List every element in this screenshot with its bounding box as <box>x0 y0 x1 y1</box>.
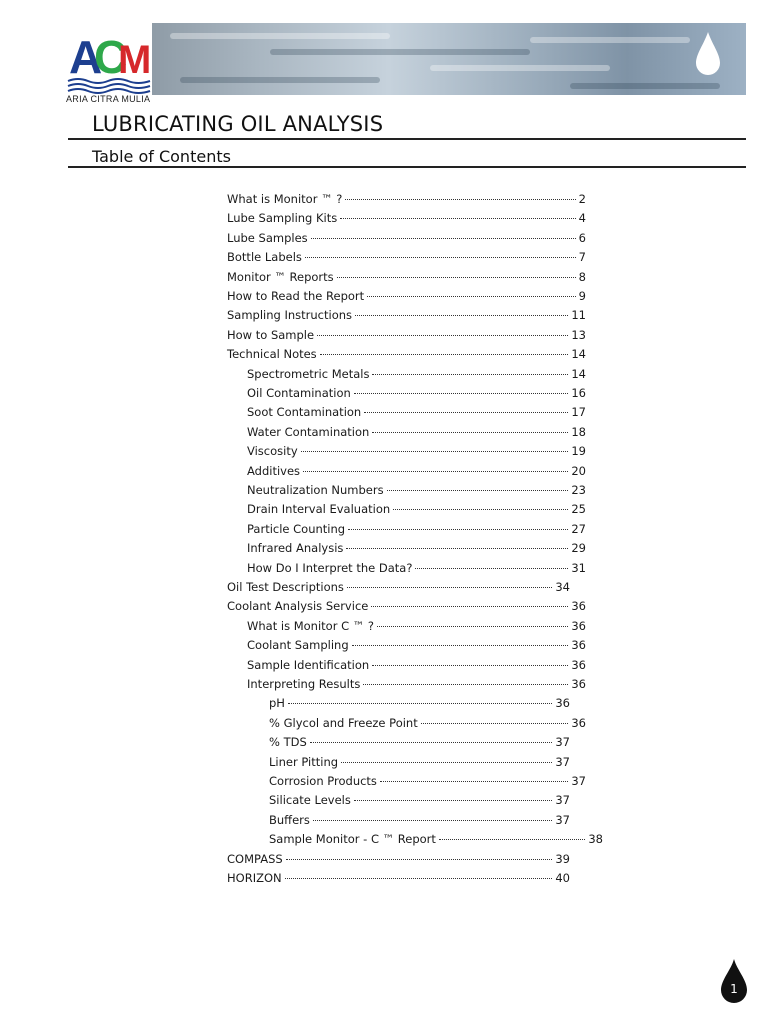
logo-subtitle: ARIA CITRA MULIA <box>66 94 151 104</box>
toc-entry-label: Soot Contamination <box>247 405 362 419</box>
toc-entry-page: 14 <box>571 367 586 381</box>
toc-dot-leader <box>354 800 553 801</box>
toc-entry-page: 36 <box>571 638 586 652</box>
toc-dot-leader <box>347 587 552 588</box>
toc-entry-page: 7 <box>578 250 586 264</box>
toc-entry-page: 36 <box>571 716 586 730</box>
toc-entry-label: Sampling Instructions <box>227 308 353 322</box>
toc-entry[interactable] <box>269 793 570 812</box>
toc-entry-page: 37 <box>555 755 570 769</box>
toc-dot-leader <box>363 684 568 685</box>
toc-entry-page: 25 <box>571 502 586 516</box>
toc-entry-page: 18 <box>571 425 586 439</box>
toc-entry-page: 36 <box>571 658 586 672</box>
toc-dot-leader <box>372 374 568 375</box>
toc-entry[interactable] <box>247 561 586 580</box>
toc-entry-label: How Do I Interpret the Data? <box>247 561 413 575</box>
svg-text:M: M <box>118 38 152 82</box>
toc-entry-page: 14 <box>571 347 586 361</box>
toc-entry[interactable] <box>269 735 570 754</box>
toc-entry-label: Silicate Levels <box>269 793 351 807</box>
toc-entry-page: 20 <box>571 464 586 478</box>
section-subtitle: Table of Contents <box>92 147 231 166</box>
toc-entry[interactable] <box>247 638 586 657</box>
toc-entry-label: Sample Identification <box>247 658 370 672</box>
toc-entry[interactable] <box>247 405 586 424</box>
toc-dot-leader <box>317 335 568 336</box>
toc-entry-label: Oil Contamination <box>247 386 351 400</box>
toc-entry[interactable] <box>269 716 586 735</box>
toc-dot-leader <box>372 665 568 666</box>
toc-entry-label: Monitor ™ Reports <box>227 270 334 284</box>
toc-entry-label: Coolant Analysis Service <box>227 599 369 613</box>
toc-entry[interactable] <box>247 619 586 638</box>
toc-entry[interactable] <box>247 425 586 444</box>
toc-entry-page: 34 <box>555 580 570 594</box>
toc-entry-label: COMPASS <box>227 852 283 866</box>
toc-entry-page: 17 <box>571 405 586 419</box>
toc-dot-leader <box>285 878 553 879</box>
toc-entry[interactable] <box>247 658 586 677</box>
toc-entry-page: 39 <box>555 852 570 866</box>
toc-dot-leader <box>286 859 553 860</box>
toc-entry-label: Interpreting Results <box>247 677 361 691</box>
toc-entry[interactable] <box>227 852 570 871</box>
toc-entry-label: Bottle Labels <box>227 250 302 264</box>
toc-entry-label: Technical Notes <box>227 347 317 361</box>
toc-dot-leader <box>393 509 568 510</box>
toc-dot-leader <box>305 257 576 258</box>
toc-entry-page: 16 <box>571 386 586 400</box>
toc-entry-label: Additives <box>247 464 301 478</box>
toc-entry-page: 29 <box>571 541 586 555</box>
toc-entry[interactable] <box>227 211 586 230</box>
toc-entry-label: How to Read the Report <box>227 289 365 303</box>
toc-entry[interactable] <box>269 813 570 832</box>
toc-entry[interactable] <box>269 755 570 774</box>
toc-entry-page: 11 <box>571 308 586 322</box>
toc-dot-leader <box>377 626 568 627</box>
toc-dot-leader <box>355 315 568 316</box>
toc-entry-label: What is Monitor C ™ ? <box>247 619 375 633</box>
toc-dot-leader <box>372 432 568 433</box>
toc-entry-page: 8 <box>578 270 586 284</box>
toc-dot-leader <box>337 277 576 278</box>
toc-entry[interactable] <box>227 192 586 211</box>
toc-entry-page: 37 <box>555 813 570 827</box>
toc-entry-label: Lube Sampling Kits <box>227 211 338 225</box>
toc-entry[interactable] <box>227 289 586 308</box>
toc-entry[interactable] <box>227 328 586 347</box>
toc-dot-leader <box>348 529 568 530</box>
toc-entry-label: Coolant Sampling <box>247 638 349 652</box>
toc-entry-label: Spectrometric Metals <box>247 367 370 381</box>
toc-dot-leader <box>364 412 568 413</box>
toc-entry-label: What is Monitor ™ ? <box>227 192 343 206</box>
toc-dot-leader <box>439 839 585 840</box>
toc-entry-label: Liner Pitting <box>269 755 339 769</box>
toc-dot-leader <box>313 820 552 821</box>
toc-entry-page: 37 <box>555 793 570 807</box>
toc-entry-label: pH <box>269 696 285 710</box>
oil-drop-icon <box>694 30 722 78</box>
toc-entry-page: 36 <box>571 677 586 691</box>
toc-entry-page: 31 <box>571 561 586 575</box>
toc-dot-leader <box>380 781 568 782</box>
toc-entry[interactable] <box>247 464 586 483</box>
subtitle-divider <box>68 166 746 168</box>
toc-entry-label: Water Contamination <box>247 425 370 439</box>
toc-dot-leader <box>352 645 569 646</box>
toc-dot-leader <box>371 606 568 607</box>
toc-entry[interactable] <box>227 308 586 327</box>
toc-entry[interactable] <box>247 444 586 463</box>
toc-entry-page: 36 <box>555 696 570 710</box>
toc-entry-page: 23 <box>571 483 586 497</box>
toc-entry-page: 37 <box>571 774 586 788</box>
toc-entry-label: Neutralization Numbers <box>247 483 384 497</box>
toc-entry-page: 40 <box>555 871 570 885</box>
page-title: LUBRICATING OIL ANALYSIS <box>92 112 384 136</box>
toc-entry-page: 2 <box>578 192 586 206</box>
toc-entry[interactable] <box>227 347 586 366</box>
toc-entry[interactable] <box>227 599 586 618</box>
toc-dot-leader <box>341 762 552 763</box>
toc-entry-label: Oil Test Descriptions <box>227 580 344 594</box>
toc-entry-label: Corrosion Products <box>269 774 377 788</box>
toc-dot-leader <box>354 393 569 394</box>
toc-entry-label: Buffers <box>269 813 310 827</box>
toc-entry-label: Viscosity <box>247 444 298 458</box>
toc-entry-label: Drain Interval Evaluation <box>247 502 391 516</box>
toc-entry-label: % Glycol and Freeze Point <box>269 716 418 730</box>
page-number: 1 <box>730 982 738 996</box>
header-banner <box>150 23 746 95</box>
toc-entry[interactable] <box>269 832 603 851</box>
toc-entry-label: Lube Samples <box>227 231 308 245</box>
toc-entry-page: 37 <box>555 735 570 749</box>
toc-entry-label: HORIZON <box>227 871 282 885</box>
svg-text:C: C <box>94 31 128 83</box>
toc-entry-page: 27 <box>571 522 586 536</box>
toc-dot-leader <box>301 451 569 452</box>
toc-entry[interactable] <box>247 677 586 696</box>
toc-entry[interactable] <box>247 367 586 386</box>
toc-dot-leader <box>415 568 568 569</box>
toc-entry-page: 36 <box>571 599 586 613</box>
toc-entry[interactable] <box>247 386 586 405</box>
toc-entry-page: 38 <box>588 832 603 846</box>
toc-dot-leader <box>320 354 569 355</box>
toc-entry[interactable] <box>247 522 586 541</box>
toc-dot-leader <box>345 199 575 200</box>
toc-entry-page: 19 <box>571 444 586 458</box>
toc-entry-label: Sample Monitor - C ™ Report <box>269 832 436 846</box>
toc-entry[interactable] <box>247 483 586 502</box>
title-divider <box>68 138 746 140</box>
toc-entry[interactable] <box>247 541 586 560</box>
toc-dot-leader <box>288 703 552 704</box>
page-marker-drop-icon <box>720 958 748 1004</box>
toc-entry[interactable] <box>269 774 586 793</box>
toc-dot-leader <box>421 723 569 724</box>
toc-entry-label: How to Sample <box>227 328 315 342</box>
toc-entry-page: 6 <box>578 231 586 245</box>
toc-dot-leader <box>310 742 553 743</box>
toc-entry[interactable] <box>269 696 570 715</box>
toc-entry-page: 4 <box>578 211 586 225</box>
toc-entry[interactable] <box>227 270 586 289</box>
svg-text:A: A <box>69 31 103 83</box>
toc-entry-page: 9 <box>578 289 586 303</box>
toc-entry-label: Infrared Analysis <box>247 541 344 555</box>
toc-entry-page: 13 <box>571 328 586 342</box>
toc-dot-leader <box>311 238 576 239</box>
toc-dot-leader <box>387 490 569 491</box>
toc-dot-leader <box>346 548 568 549</box>
toc-entry[interactable] <box>227 871 570 890</box>
toc-entry[interactable] <box>227 231 586 250</box>
toc-entry-label: Particle Counting <box>247 522 346 536</box>
toc-dot-leader <box>303 471 568 472</box>
toc-entry[interactable] <box>227 250 586 269</box>
toc-dot-leader <box>340 218 575 219</box>
toc-dot-leader <box>367 296 576 297</box>
toc-entry[interactable] <box>227 580 570 599</box>
company-logo <box>66 23 152 95</box>
toc-entry-label: % TDS <box>269 735 307 749</box>
toc-entry-page: 36 <box>571 619 586 633</box>
toc-entry[interactable] <box>247 502 586 521</box>
